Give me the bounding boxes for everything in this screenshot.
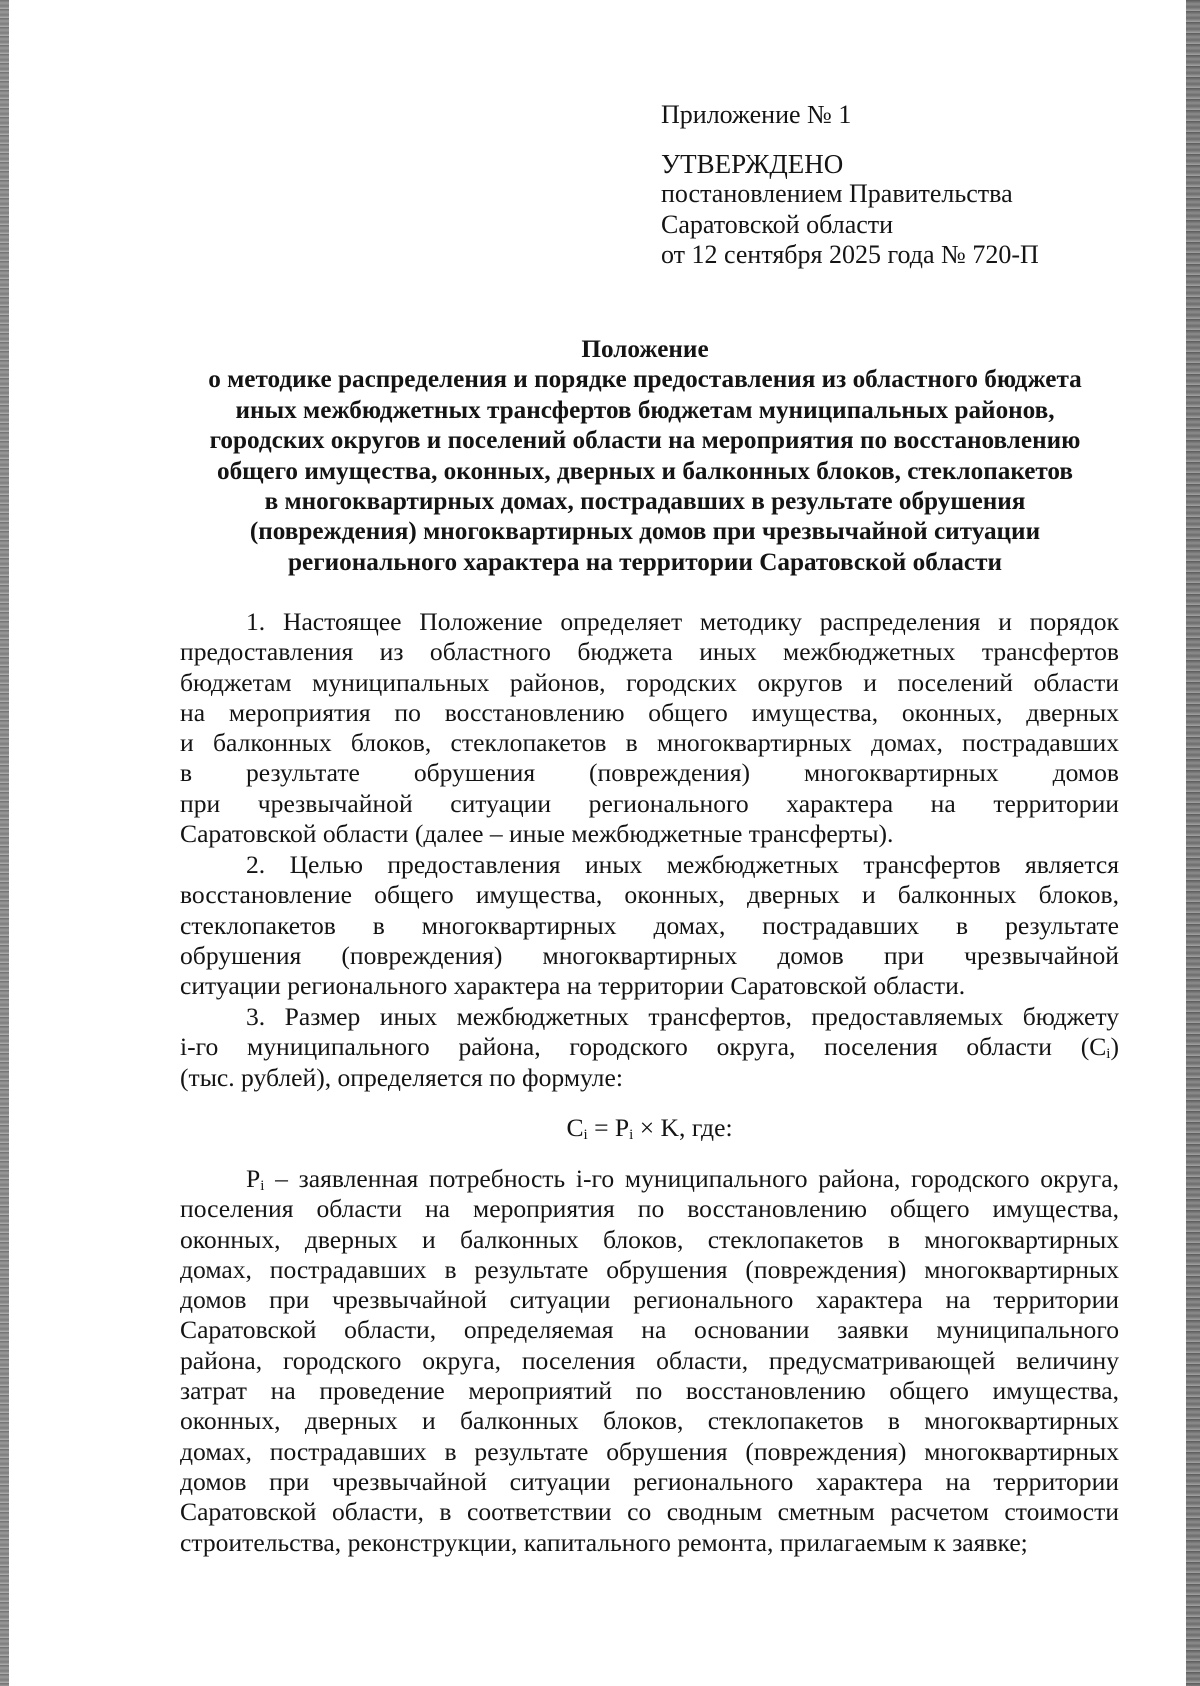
approval-date-line: от 12 сентября 2025 года № 720-П <box>661 240 1039 269</box>
paragraph-line: 3. Размер иных межбюджетных трансфертов, предоставляемых бюджету <box>246 1002 1119 1031</box>
paragraph-text: ) <box>1110 1032 1119 1062</box>
title-line: в многоквартирных домах, пострадавших в результате обрушения <box>264 488 1026 516</box>
paragraph-text: – заявленная потребность i-го муниципального района, городского округа, <box>264 1164 1119 1193</box>
appendix-label: Приложение № 1 <box>661 100 852 129</box>
paragraph-line: строительства, реконструкции, капитального ремонта, прилагаемым к заявке; <box>180 1527 1028 1557</box>
title-heading: Положение <box>581 336 709 363</box>
title-line: регионального характера на территории Саратовской области <box>288 548 1002 576</box>
title-line: о методике распределения и порядке предоставления из областного бюджета <box>208 366 1082 394</box>
paragraph-line: стеклопакетов в многоквартирных домах, пострадавших в результате <box>180 910 1119 940</box>
formula-rest: × K, где: <box>633 1113 733 1142</box>
title-line: общего имущества, оконных, дверных и балконных блоков, стеклопакетов <box>216 457 1074 485</box>
paragraph-line: поселения области на мероприятия по восстановлению общего имущества, <box>180 1194 1119 1224</box>
paragraph-line: Саратовской области, определяемая на основании заявки муниципального <box>180 1315 1119 1345</box>
paragraph-line: восстановление общего имущества, оконных, дверных и балконных блоков, <box>180 880 1119 910</box>
paragraph-line: домах, пострадавших в результате обрушения (повреждения) многоквартирных <box>180 1436 1119 1466</box>
approval-block <box>661 100 1101 271</box>
formula <box>180 1113 1119 1143</box>
scan-edge-right <box>1186 0 1200 1686</box>
paragraph-line: (тыс. рублей), определяется по формуле: <box>180 1062 623 1092</box>
paragraph-line: домов при чрезвычайной ситуации регионального характера на территории <box>180 1285 1119 1315</box>
paragraph-line <box>180 1164 1119 1194</box>
paragraph-line: в результате обрушения (повреждения) многоквартирных домов <box>180 758 1119 788</box>
paragraph-line: ситуации регионального характера на территории Саратовской области. <box>180 971 966 1001</box>
paragraph-line: Саратовской области (далее – иные межбюджетные трансферты). <box>180 819 894 849</box>
variable-p: P <box>246 1164 261 1193</box>
paragraph-line: 1. Настоящее Положение определяет методику распределения и порядок <box>246 607 1119 636</box>
subscript-i: i <box>1106 1046 1111 1063</box>
paragraph-line: домах, пострадавших в результате обрушения (повреждения) многоквартирных <box>180 1254 1119 1284</box>
scan-edge-left <box>0 0 9 1686</box>
paragraph-line: затрат на проведение мероприятий по восстановлению общего имущества, <box>180 1376 1119 1406</box>
formula-p-subscript: i <box>629 1127 634 1143</box>
formula-c-subscript: i <box>583 1127 588 1143</box>
paragraph-4 <box>180 1164 1119 1558</box>
formula-eq: = P <box>587 1113 630 1142</box>
paragraph-2 <box>180 850 1119 1001</box>
paragraph-line: 2. Целью предоставления иных межбюджетных трансфертов является <box>246 850 1119 879</box>
paragraph-line: Саратовской области, в соответствии со сводным сметным расчетом стоимости <box>180 1497 1119 1527</box>
paragraph-line: бюджетам муниципальных районов, городских округов и поселений области <box>180 667 1119 697</box>
paragraph-1 <box>180 607 1119 849</box>
paragraph-line: района, городского округа, поселения области, предусматривающей величину <box>180 1345 1119 1375</box>
title-line: иных межбюджетных трансфертов бюджетам муниципальных районов, <box>235 396 1055 424</box>
title-line: городских округов и поселений области на мероприятия по восстановлению <box>209 427 1081 455</box>
paragraph-3 <box>180 1002 1119 1093</box>
paragraph-line: при чрезвычайной ситуации регионального характера на территории <box>180 788 1119 818</box>
paragraph-line: оконных, дверных и балконных блоков, стеклопакетов в многоквартирных <box>180 1406 1119 1436</box>
paragraph-line: и балконных блоков, стеклопакетов в многоквартирных домах, пострадавших <box>180 728 1119 758</box>
document-title <box>160 335 1130 578</box>
title-line: (повреждения) многоквартирных домов при чрезвычайной ситуации <box>249 518 1041 546</box>
approval-line: постановлением Правительства <box>661 179 1013 208</box>
paragraph-line: оконных, дверных и балконных блоков, стеклопакетов в многоквартирных <box>180 1224 1119 1254</box>
approval-line: Саратовской области <box>661 209 894 239</box>
paragraph-line: обрушения (повреждения) многоквартирных домов при чрезвычайной <box>180 940 1119 970</box>
paragraph-line <box>180 1032 1119 1062</box>
subscript-i: i <box>260 1178 265 1194</box>
formula-c: C <box>566 1113 584 1142</box>
paragraph-line: домов при чрезвычайной ситуации регионального характера на территории <box>180 1466 1119 1496</box>
paragraph-text: i-го муниципального района, городского округа, поселения области (C <box>180 1032 1107 1062</box>
paragraph-line: на мероприятия по восстановлению общего имущества, оконных, дверных <box>180 697 1119 727</box>
paragraph-line: предоставления из областного бюджета иных межбюджетных трансфертов <box>180 637 1119 667</box>
approved-stamp: УТВЕРЖДЕНО <box>661 148 844 179</box>
